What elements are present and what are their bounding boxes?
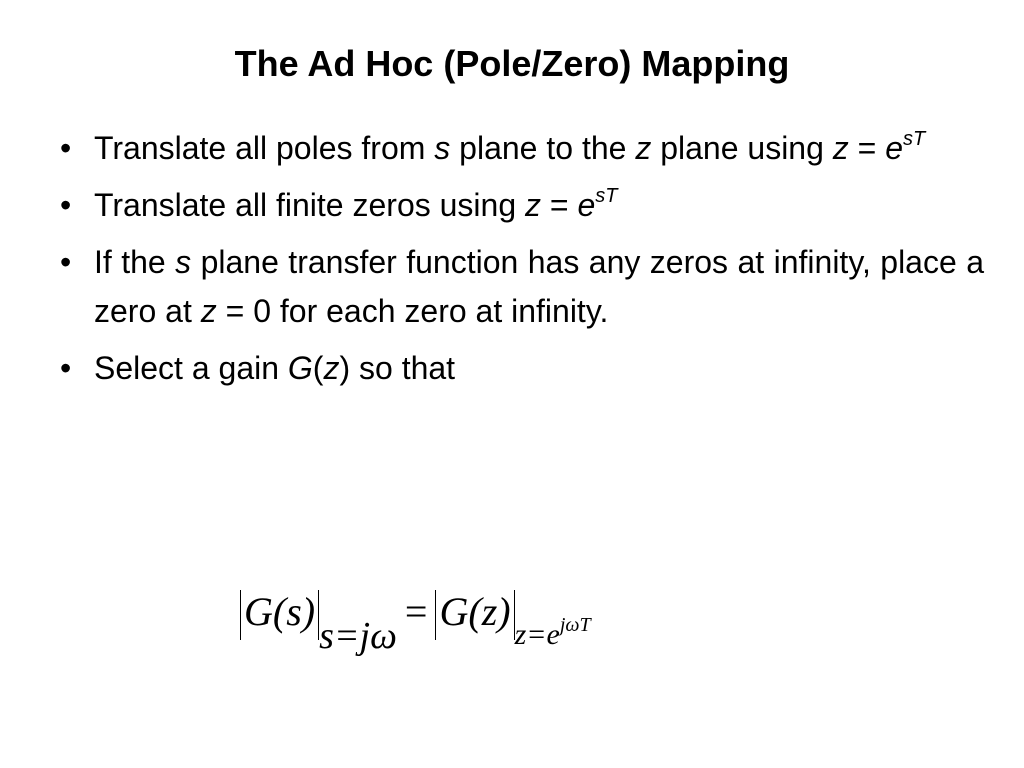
var-z: z bbox=[323, 350, 340, 386]
var-e: e bbox=[577, 187, 596, 223]
var-z: z bbox=[525, 187, 542, 223]
var-e: e bbox=[885, 130, 904, 166]
bullet-text: plane transfer function has any zeros at infinity, place a zero at bbox=[94, 244, 985, 329]
bullet-list bbox=[60, 124, 984, 401]
bullet-text: If the bbox=[94, 244, 176, 280]
bullet-text: plane to the bbox=[450, 130, 636, 166]
var-G: G bbox=[287, 350, 313, 386]
bullet-text: Select a gain bbox=[94, 350, 288, 386]
lhs-evaluation-subscript: s=jω bbox=[319, 615, 397, 657]
paren-open: ( bbox=[312, 350, 324, 386]
equation-equals: = bbox=[404, 589, 428, 634]
bullet-text: Translate all poles from bbox=[94, 130, 435, 166]
var-s: s bbox=[175, 244, 192, 280]
rhs-evaluation-subscript: z=e bbox=[514, 618, 560, 651]
gain-matching-equation bbox=[240, 590, 591, 670]
rhs-magnitude: G(z) bbox=[435, 590, 514, 640]
bullet-text: = 0 for each zero at infinity. bbox=[216, 293, 609, 329]
exponent-sT: sT bbox=[903, 128, 926, 151]
equals-text: = bbox=[848, 130, 886, 166]
exponent-sT: sT bbox=[595, 185, 618, 208]
bullet-mark: • bbox=[60, 130, 72, 166]
bullet-item bbox=[60, 238, 984, 336]
lhs-magnitude: G(s) bbox=[240, 590, 319, 640]
var-z: z bbox=[635, 130, 652, 166]
var-z: z bbox=[200, 293, 217, 329]
bullet-item bbox=[60, 124, 984, 173]
bullet-mark: • bbox=[60, 350, 72, 386]
bullet-text: plane using bbox=[651, 130, 833, 166]
slide-title: The Ad Hoc (Pole/Zero) Mapping bbox=[234, 43, 790, 84]
bullet-mark: • bbox=[60, 244, 72, 280]
var-s: s bbox=[434, 130, 451, 166]
bullet-item bbox=[60, 181, 984, 230]
bullet-item bbox=[60, 344, 984, 393]
equals-text: = bbox=[541, 187, 578, 223]
bullet-mark: • bbox=[60, 187, 72, 223]
rhs-subscript-exponent: jωT bbox=[559, 614, 591, 636]
bullet-text: Translate all finite zeros using bbox=[94, 187, 526, 223]
var-z: z bbox=[832, 130, 849, 166]
bullet-text: ) so that bbox=[339, 350, 456, 386]
